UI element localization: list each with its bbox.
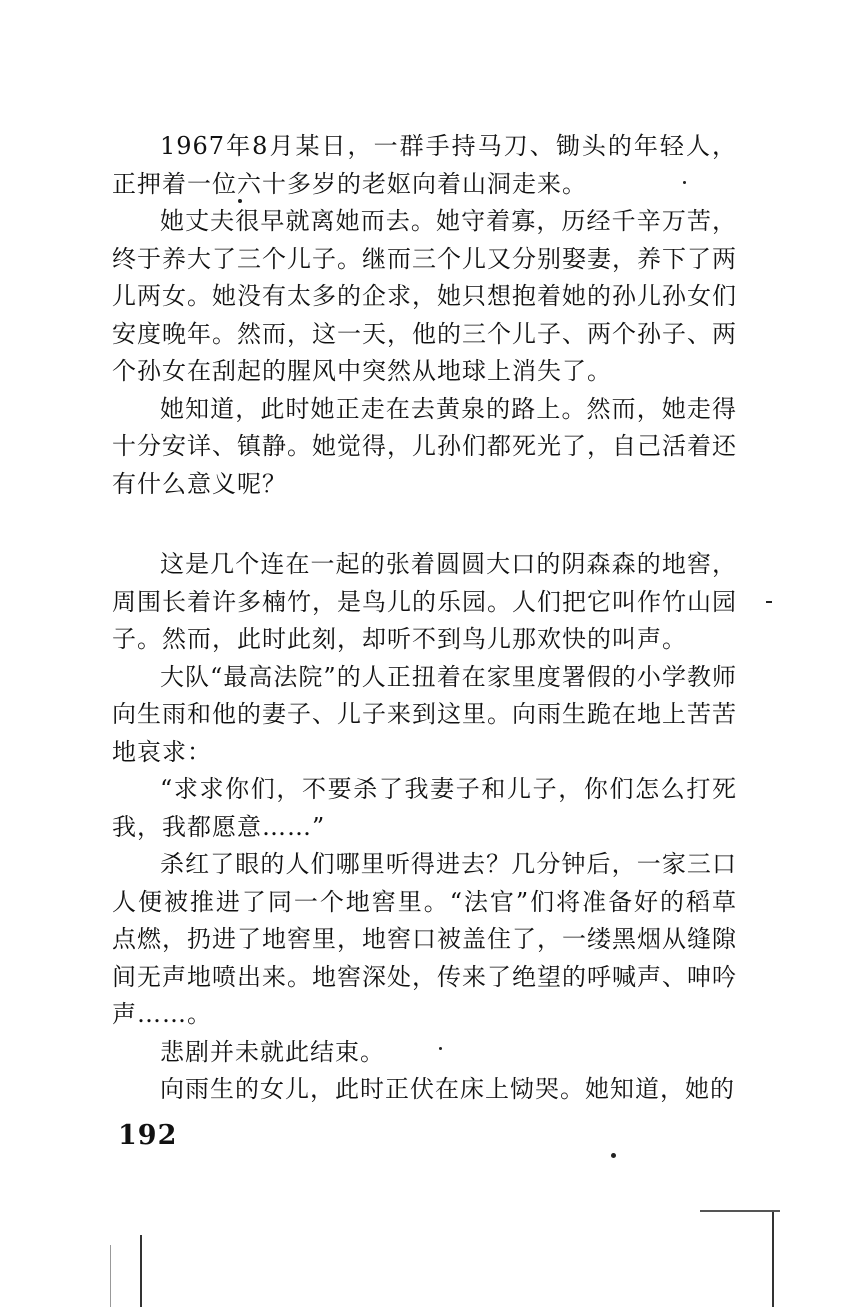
scan-speck [683,181,686,184]
scan-edge-line [700,1210,780,1212]
scan-edge-line [110,1245,111,1307]
scan-speck [611,1153,616,1158]
paragraph-1: 1967年8月某日，一群手持马刀、锄头的年轻人，正押着一位六十多岁的老妪向着山洞走来。 [112,132,737,198]
paragraph-2: 她丈夫很早就离她而去。她守着寡，历经千辛万苦，终于养大了三个儿子。继而三个儿又分别娶妻，养下了两儿两女。她没有太多的企求，她只想抱着她的孙儿孙女们安度晚年。然而，这一天，他的三个儿子、两个孙子、两个孙女在刮起的腥风中突然从地球上消失了。 [112,207,737,385]
page-number: 192 [118,1120,178,1151]
scan-speck [238,199,242,203]
paragraph-7: 杀红了眼的人们哪里听得进去？几分钟后，一家三口人便被推进了同一个地窖里。“法官”们将准备好的稻草点燃，扔进了地窖里，地窖口被盖住了，一缕黑烟从缝隙间无声地喷出来。地窖深处，传来了绝望的呼喊声、呻吟声……。 [112,850,737,1028]
scan-speck [439,1047,442,1050]
paragraph-4: 这是几个连在一起的张着圆圆大口的阴森森的地窖，周围长着许多楠竹，是鸟儿的乐园。人们把它叫作竹山园子。然而，此时此刻，却听不到鸟儿那欢快的叫声。 [112,550,737,653]
scan-edge-line [140,1235,142,1307]
paragraph-6: “求求你们，不要杀了我妻子和儿子，你们怎么打死我，我都愿意……” [112,775,737,841]
paragraph-9: 向雨生的女儿，此时正伏在床上恸哭。她知道，她的 [160,1075,735,1103]
scan-edge-line [772,1212,774,1307]
paragraph-8: 悲剧并未就此结束。 [160,1037,385,1066]
paragraph-3: 她知道，此时她正走在去黄泉的路上。然而，她走得十分安详、镇静。她觉得，儿孙们都死光了，自己活着还有什么意义呢？ [112,394,737,498]
scan-speck [766,601,772,603]
paragraph-5: 大队“最高法院”的人正扭着在家里度署假的小学教师向生雨和他的妻子、儿子来到这里。向雨生跪在地上苦苦地哀求： [112,662,737,766]
body-text [112,128,737,1109]
